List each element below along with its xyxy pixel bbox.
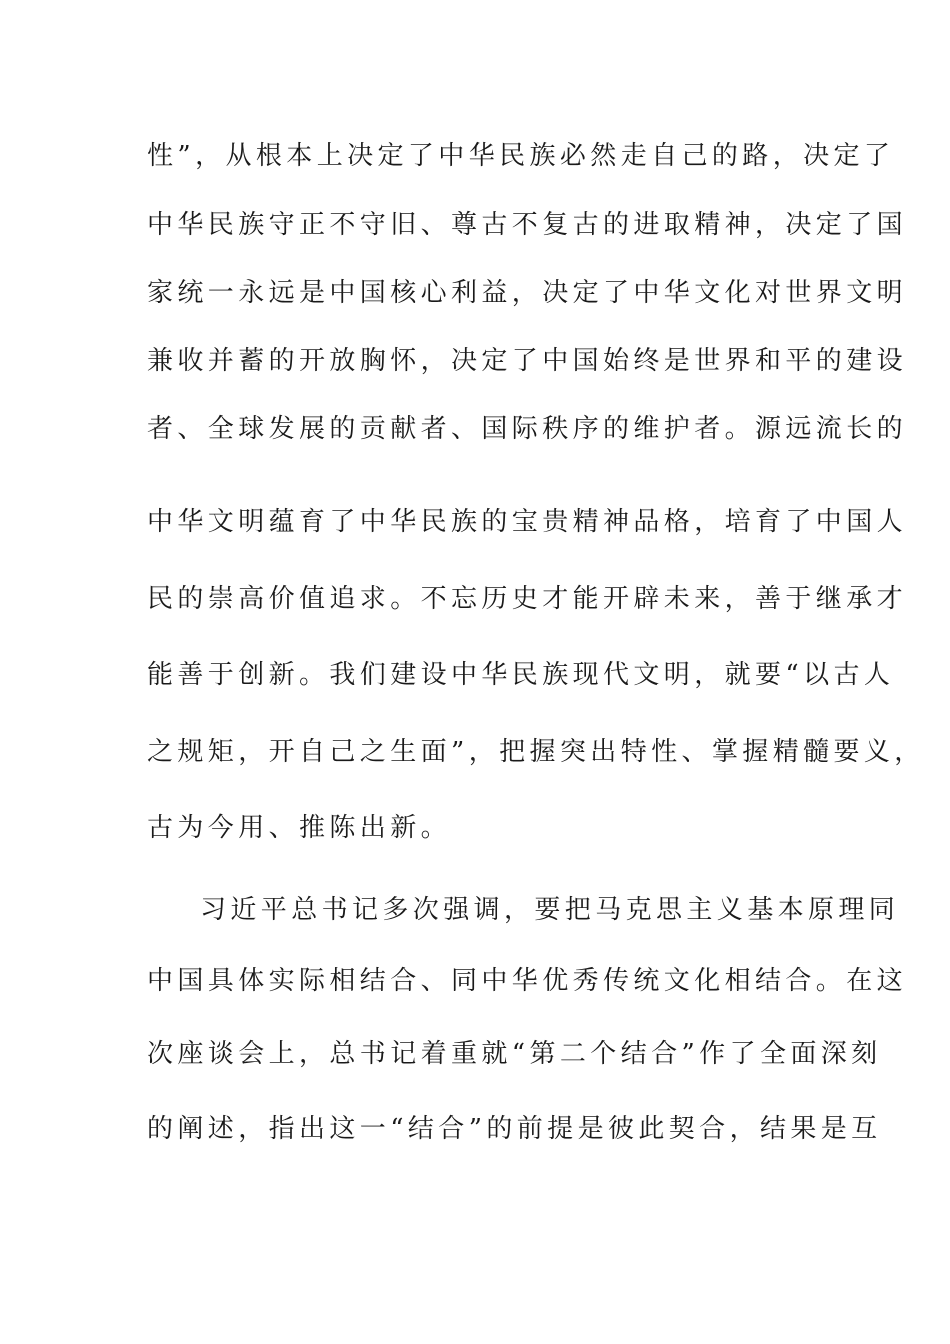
- text-line: 中国具体实际相结合、同中华优秀传统文化相结合。在这: [147, 966, 908, 996]
- text-line: 之规矩，开自己之生面”，把握突出特性、掌握精髓要义，: [147, 737, 925, 767]
- text-line: 者、全球发展的贡献者、国际秩序的维护者。源远流长的: [147, 414, 908, 444]
- text-line: 习近平总书记多次强调，要把马克思主义基本原理同: [200, 895, 900, 925]
- text-line: 的阐述，指出这一“结合”的前提是彼此契合，结果是互: [147, 1114, 882, 1144]
- text-line: 古为今用、推陈出新。: [147, 813, 452, 843]
- text-line: 中华民族守正不守旧、尊古不复古的进取精神，决定了国: [147, 210, 908, 240]
- text-line: 中华文明蕴育了中华民族的宝贵精神品格，培育了中国人: [147, 507, 908, 537]
- text-line: 家统一永远是中国核心利益，决定了中华文化对世界文明: [147, 278, 908, 308]
- text-line: 性”，从根本上决定了中华民族必然走自己的路，决定了: [147, 141, 895, 171]
- text-line: 民的崇高价值追求。不忘历史才能开辟未来，善于继承才: [147, 584, 908, 614]
- text-line: 兼收并蓄的开放胸怀，决定了中国始终是世界和平的建设: [147, 346, 908, 376]
- text-line: 次座谈会上，总书记着重就“第二个结合”作了全面深刻: [147, 1039, 882, 1069]
- text-line: 能善于创新。我们建设中华民族现代文明，就要“以古人: [147, 660, 895, 690]
